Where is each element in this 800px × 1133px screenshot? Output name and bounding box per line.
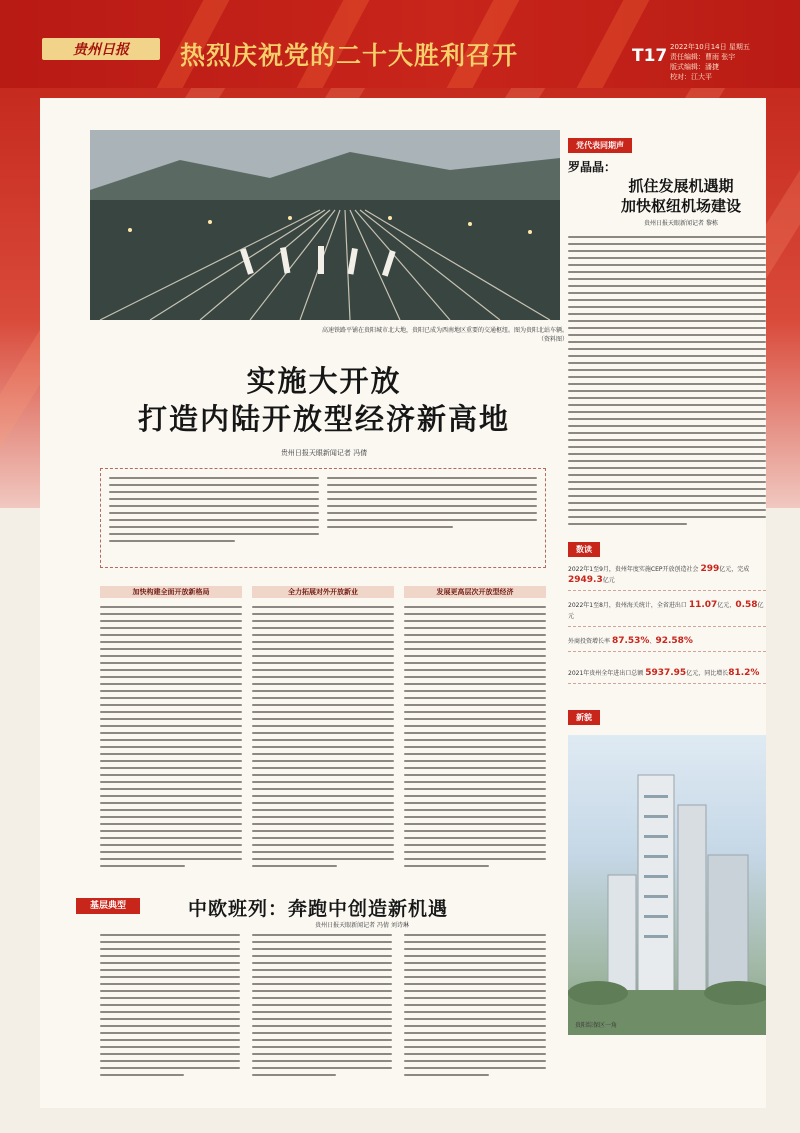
- hero-photo: [90, 130, 560, 320]
- right-headline: 抓住发展机遇期 加快枢纽机场建设: [620, 177, 741, 215]
- hero-caption: 高速铁路平铺在贵阳城市北大地，贵阳已成为西南地区重要的交通枢纽。图为贵阳北站车辆。 （资料图）: [321, 327, 568, 343]
- banner-title: 热烈庆祝党的二十大胜利召开: [180, 41, 519, 70]
- column-text-3: [404, 606, 546, 886]
- intro-box: [100, 468, 546, 568]
- bottom-tag: 基层典型: [76, 898, 140, 914]
- stat-2: 2022年1至8月，贵州海关统计，全省进出口 11.07亿元，0.58亿元: [568, 600, 766, 627]
- masthead: [0, 0, 800, 88]
- section-head-1: 加快构建全面开放新格局: [100, 586, 242, 598]
- bottom-text-1: [100, 934, 240, 1094]
- bottom-headline: 中欧班列：奔跑中创造新机遇: [188, 898, 449, 920]
- right-byline: 贵州日报天眼新闻记者 黎栋: [644, 220, 718, 227]
- column-text-1: [100, 606, 242, 886]
- right-tag: 党代表同期声: [568, 138, 632, 153]
- stat-3: 外商投资增长率 87.53%、92.58%: [568, 636, 766, 652]
- bottom-text-2: [252, 934, 392, 1094]
- interviewee-name: 罗晶晶：: [568, 160, 617, 174]
- column-text-2: [252, 606, 394, 886]
- newspaper-logo: 贵州日报: [42, 38, 160, 60]
- new-look-tag: 新貌: [568, 710, 600, 725]
- edition-meta: 2022年10月14日 星期五 责任编辑：曹雨 张宇 版式编辑：潘捷 校对：江大平: [670, 43, 750, 81]
- data-tag: 数读: [568, 542, 600, 557]
- main-byline: 贵州日报天眼新闻记者 冯倩: [280, 449, 368, 457]
- stat-4: 2021年贵州全年进出口总额 5937.95亿元，同比增长81.2%: [568, 668, 766, 684]
- section-head-3: 发展更高层次开放型经济: [404, 586, 546, 598]
- intro-text-right: [327, 477, 537, 533]
- building-caption: 贵阳综保区一角: [575, 1022, 618, 1029]
- main-headline: 实施大开放 打造内陆开放型经济新高地: [137, 364, 510, 436]
- building-photo: [568, 735, 766, 1035]
- bottom-byline: 贵州日报天眼新闻记者 冯倩 刘诗琳: [315, 922, 409, 929]
- bottom-text-3: [404, 934, 546, 1094]
- right-body-text: [568, 236, 766, 532]
- page-number: T17: [632, 46, 668, 66]
- stat-1: 2022年1至9月，贵州年度实施CEP开放创造社会 299亿元，完成2949.3亿元: [568, 564, 766, 591]
- section-head-2: 全力拓展对外开放新业: [252, 586, 394, 598]
- intro-text-left: [109, 477, 319, 547]
